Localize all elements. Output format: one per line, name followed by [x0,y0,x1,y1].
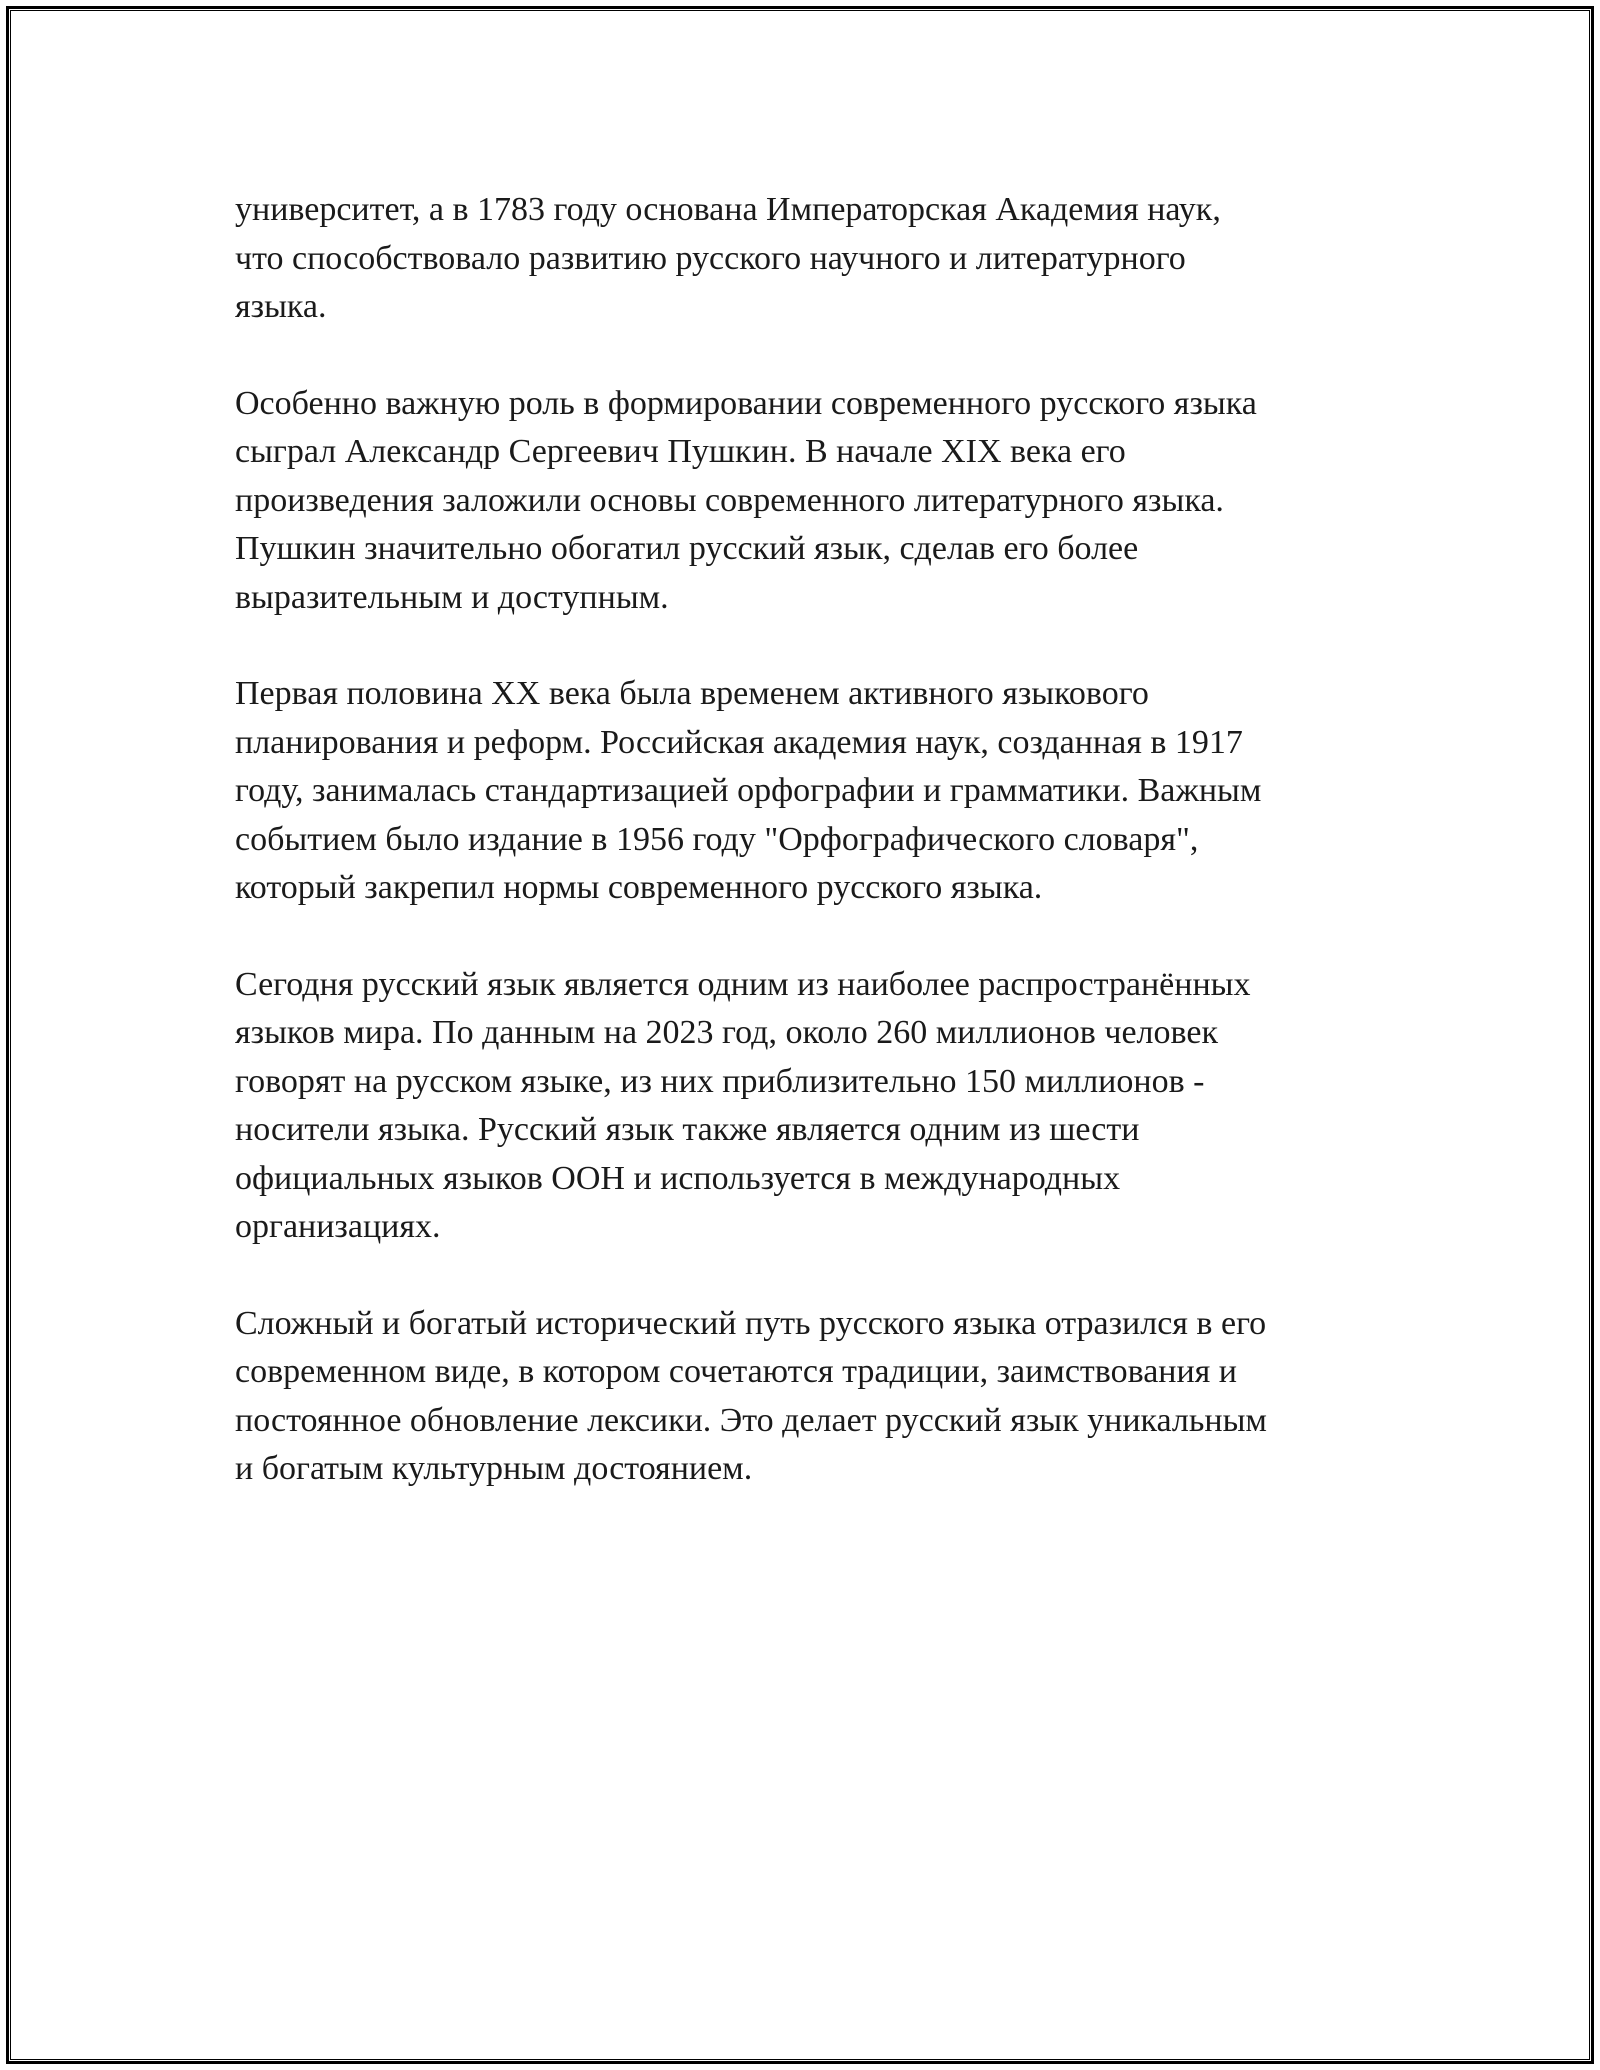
document-body [235,186,1375,1542]
paragraph-1: университет, а в 1783 году основана Императорская Академия наук, что способствовало развитию русского научного и литературного языка. [235,191,1221,325]
paragraph-3: Первая половина XX века была временем активного языкового планирования и реформ. Российская академия наук, созданная в 1917 году, занималась стандартизацией орфографии и грамматики. Важным событием было издание в 1956 году "Орфографического словаря", который закрепил нормы современного русского языка. [235,675,1262,906]
paragraph-5: Сложный и богатый исторический путь русского языка отразился в его современном виде, в котором сочетаются традиции, заимствования и постоянное обновление лексики. Это делает русский язык уникальным и богатым культурным достоянием. [235,1304,1267,1487]
paragraph-2: Особенно важную роль в формировании современного русского языка сыграл Александр Сергеевич Пушкин. В начале XIX века его произведения заложили основы современного литературного языка. Пушкин значительно обогатил русский язык, сделав его более выразительным и доступным. [235,384,1257,616]
paragraph-4: Сегодня русский язык является одним из наиболее распространённых языков мира. По данным на 2023 год, около 260 миллионов человек говорят на русском языке, из них приблизительно 150 миллионов - носители языка. Русский язык также является одним из шести официальных языков ООН и используется в международных организациях. [235,965,1251,1245]
